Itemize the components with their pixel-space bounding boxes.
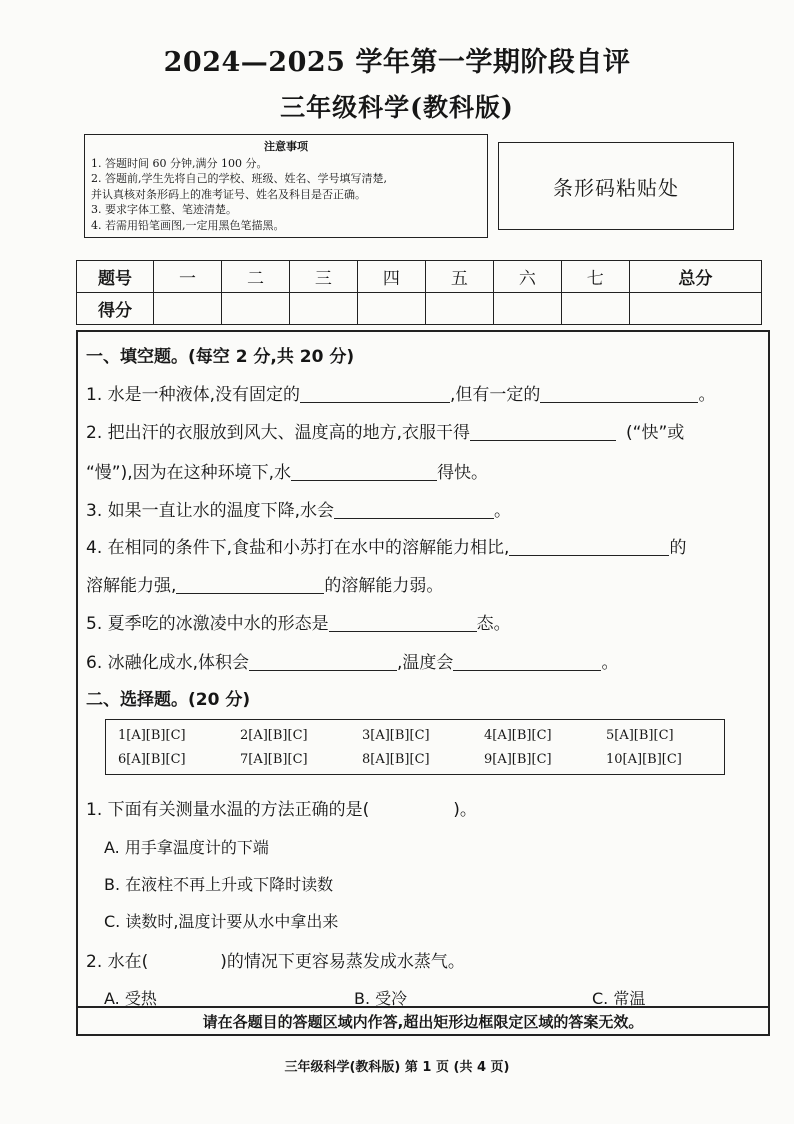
notice-box: [84, 134, 488, 238]
answer-blank[interactable]: [334, 500, 494, 519]
column-header: 二: [221, 261, 289, 293]
column-header: 五: [425, 261, 493, 293]
q1-text-b: ,但有一定的: [450, 385, 541, 405]
q4-text-b: 的: [669, 538, 687, 558]
notice-item: 2. 答题前,学生先将自己的学校、班级、姓名、学号填写清楚,: [91, 172, 387, 185]
choice-option: C. 读数时,温度计要从水中拿出来: [104, 912, 339, 931]
choice-option: A. 受热: [104, 989, 157, 1008]
q3-text-b: 。: [494, 501, 512, 521]
answer-option-group[interactable]: 4[A][B][C]: [484, 728, 552, 743]
answer-blank[interactable]: [291, 462, 437, 481]
answer-blank[interactable]: [249, 652, 397, 671]
notice-title: 注意事项: [264, 140, 308, 153]
notice-item: 4. 若需用铅笔画图,一定用黑色笔描黑。: [91, 218, 285, 232]
answer-blank[interactable]: [470, 422, 616, 441]
q2-text-b: (“快”或: [626, 423, 685, 443]
q3-text-a: 3. 如果一直让水的温度下降,水会: [86, 501, 335, 521]
column-header: 六: [493, 261, 561, 293]
answer-blank[interactable]: [176, 575, 324, 594]
choice-answer-grid: [105, 719, 725, 775]
section1-heading: 一、填空题。(每空 2 分,共 20 分): [86, 347, 355, 367]
q4-text-a: 4. 在相同的条件下,食盐和小苏打在水中的溶解能力相比,: [86, 538, 510, 558]
page-title: 2024—2025 学年第一学期阶段自评: [163, 47, 631, 78]
q1-text-a: 1. 水是一种液体,没有固定的: [86, 385, 301, 405]
score-cell[interactable]: [493, 293, 561, 325]
choice-option: B. 受冷: [354, 989, 408, 1008]
answer-option-group[interactable]: 2[A][B][C]: [240, 728, 308, 743]
score-table-header-row: [77, 261, 762, 293]
q5-text-b: 态。: [476, 614, 511, 634]
column-header: 一: [154, 261, 222, 293]
answer-option-group[interactable]: 8[A][B][C]: [362, 752, 430, 767]
cq1-stem-end: )。: [453, 800, 477, 820]
column-header: 总分: [629, 261, 761, 293]
choice-option: B. 在液柱不再上升或下降时读数: [104, 875, 334, 894]
fill-question-4-cont: [86, 571, 443, 596]
page-footer: 三年级科学(教科版) 第 1 页 (共 4 页): [284, 1060, 510, 1075]
choice-option: C. 常温: [592, 989, 646, 1008]
choice-question-1: [86, 795, 477, 820]
q6-text-b: ,温度会: [397, 653, 454, 673]
answer-option-group[interactable]: 5[A][B][C]: [606, 728, 674, 743]
q6-text-a: 6. 冰融化成水,体积会: [86, 653, 250, 673]
fill-question-6: [86, 648, 618, 673]
answer-blank[interactable]: [540, 384, 698, 403]
q5-text-a: 5. 夏季吃的冰激凌中水的形态是: [86, 614, 329, 634]
score-cell[interactable]: [221, 293, 289, 325]
section2-heading: 二、选择题。(20 分): [86, 690, 251, 710]
answer-option-group[interactable]: 1[A][B][C]: [118, 728, 186, 743]
score-cell[interactable]: [357, 293, 425, 325]
q1-text-c: 。: [698, 385, 716, 405]
notice-item: 并认真核对条形码上的准考证号、姓名及科目是否正确。: [91, 187, 366, 201]
score-table-score-row: [77, 293, 762, 325]
q2-text-d: 得快。: [437, 463, 489, 483]
column-header: 三: [289, 261, 357, 293]
page-subtitle: 三年级科学(教科版): [280, 93, 514, 122]
score-cell[interactable]: [629, 293, 761, 325]
answer-blank[interactable]: [509, 537, 669, 556]
score-table: [76, 260, 762, 325]
q4-text-d: 的溶解能力弱。: [324, 576, 444, 596]
score-cell[interactable]: [561, 293, 629, 325]
answer-option-group[interactable]: 10[A][B][C]: [606, 752, 682, 767]
column-header: 四: [357, 261, 425, 293]
q4-text-c: 溶解能力强,: [86, 576, 177, 596]
cq2-stem: 2. 水在(: [86, 952, 149, 972]
row-label-question-no: 题号: [77, 261, 154, 293]
answer-option-group[interactable]: 6[A][B][C]: [118, 752, 186, 767]
score-cell[interactable]: [425, 293, 493, 325]
cq2-stem-end: )的情况下更容易蒸发成水蒸气。: [220, 952, 465, 972]
fill-question-4: [86, 533, 686, 558]
answer-option-group[interactable]: 7[A][B][C]: [240, 752, 308, 767]
answer-blank[interactable]: [300, 384, 450, 403]
cq1-stem: 1. 下面有关测量水温的方法正确的是(: [86, 800, 370, 820]
fill-question-1: [86, 380, 715, 405]
answer-option-group[interactable]: 3[A][B][C]: [362, 728, 430, 743]
score-cell[interactable]: [289, 293, 357, 325]
barcode-area: [498, 142, 734, 230]
answer-option-group[interactable]: 9[A][B][C]: [484, 752, 552, 767]
notice-item: 1. 答题时间 60 分钟,满分 100 分。: [91, 156, 268, 170]
notice-item: 3. 要求字体工整、笔迹清楚。: [91, 203, 237, 216]
fill-question-2-cont: [86, 458, 488, 483]
answer-blank[interactable]: [453, 652, 601, 671]
choice-question-2: [86, 947, 465, 972]
answer-blank[interactable]: [329, 613, 477, 632]
fill-question-2: [86, 418, 684, 443]
q2-text-a: 2. 把出汗的衣服放到风大、温度高的地方,衣服干得: [86, 423, 471, 443]
row-label-score: 得分: [77, 293, 154, 325]
column-header: 七: [561, 261, 629, 293]
fill-question-5: [86, 609, 511, 634]
q6-text-c: 。: [601, 653, 619, 673]
barcode-label: 条形码粘贴处: [553, 175, 679, 200]
q2-text-c: “慢”),因为在这种环境下,水: [86, 463, 292, 483]
score-cell[interactable]: [154, 293, 222, 325]
boundary-notice: 请在各题目的答题区域内作答,超出矩形边框限定区域的答案无效。: [76, 1006, 770, 1036]
fill-question-3: [86, 496, 511, 521]
choice-option: A. 用手拿温度计的下端: [104, 838, 269, 857]
